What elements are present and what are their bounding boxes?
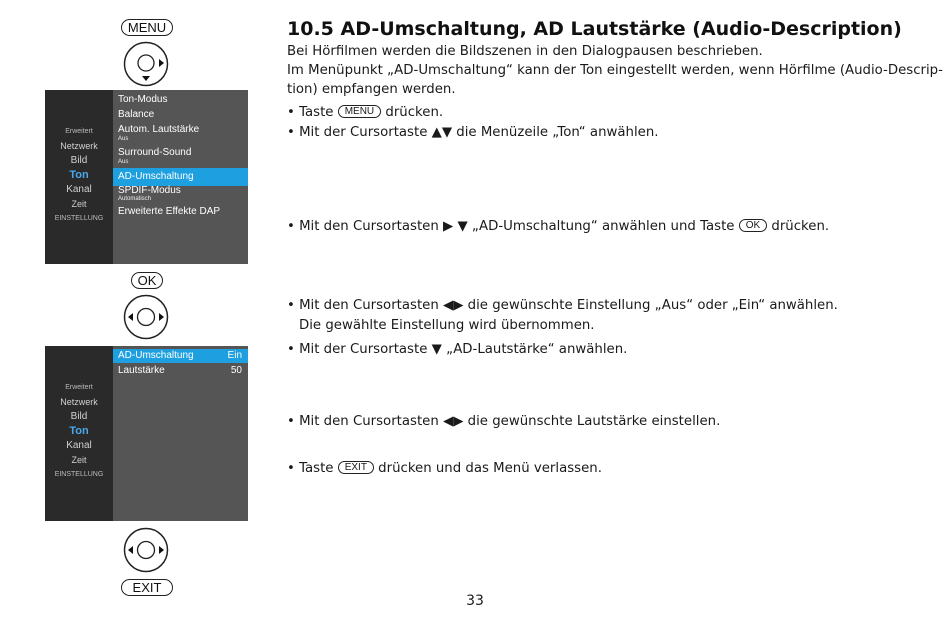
dpad-down-right-icon[interactable] [123, 41, 169, 87]
menu-item-spdif-modus[interactable]: SPDIF-Modus [118, 185, 181, 196]
step-select-ton: • Mit der Cursortaste ▲▼ die Menüzeile „Ton“ anwählen. [287, 125, 659, 140]
menu-item-balance[interactable]: Balance [118, 109, 155, 120]
section-heading: 10.5 AD-Umschaltung, AD Lautstärke (Audio-Description) [287, 18, 902, 40]
menu-item-surround-sound[interactable]: Surround-Sound [118, 147, 192, 158]
menu-item-value: Ein [227, 350, 242, 361]
menu-item-surround-sound-value: Aus [118, 159, 129, 165]
step-set-volume: • Mit den Cursortasten ◀▶ die gewünschte Lautstärke einstellen. [287, 414, 721, 429]
menu-item-spdif-modus-value: Automatisch [118, 196, 152, 202]
menu-item-lautstaerke[interactable] [113, 365, 248, 377]
category-erweitert: Erweitert [65, 128, 93, 135]
step-choose-setting-note: Die gewählte Einstellung wird übernommen. [299, 318, 595, 333]
category-erweitert: Erweitert [65, 384, 93, 391]
tv-menu-ton [45, 90, 248, 264]
ok-button-label: OK [137, 273, 157, 288]
step-choose-setting: • Mit den Cursortasten ◀▶ die gewünschte Einstellung „Aus“ oder „Ein“ anwählen. [287, 298, 838, 313]
step-select-ad-umschaltung [287, 217, 829, 236]
menu-item-label: AD-Umschaltung [118, 350, 194, 361]
step-select-ad-lautstaerke: • Mit der Cursortaste ▼ „AD-Lautstärke“ anwählen. [287, 342, 628, 357]
category-kanal: Kanal [66, 440, 92, 451]
step-text: • Taste [287, 461, 334, 476]
menu-item-autom-lautstaerke[interactable]: Autom. Lautstärke [118, 124, 200, 135]
ok-key-icon: OK [739, 219, 767, 232]
menu-button-label: MENU [127, 20, 167, 35]
category-einstellung: EINSTELLUNG [54, 471, 104, 478]
menu-item-erweiterte-effekte[interactable]: Erweiterte Effekte DAP [118, 206, 221, 217]
menu-button[interactable] [121, 19, 173, 36]
step-text: drücken und das Menü verlassen. [378, 461, 602, 476]
step-text: • Mit den Cursortasten ▶ ▼ „AD-Umschaltung“ anwählen und Taste [287, 219, 735, 234]
menu-item-autom-lautstaerke-value: Aus [118, 136, 129, 142]
step-press-exit [287, 459, 602, 478]
exit-key-icon: EXIT [338, 461, 374, 474]
intro-line-1: Bei Hörfilmen werden die Bildszenen in den Dialogpausen beschrieben. [287, 44, 763, 59]
category-bild: Bild [70, 155, 88, 166]
step-text: drücken. [385, 105, 444, 120]
category-zeit: Zeit [71, 199, 87, 209]
intro-line-3: tion) empfangen werden. [287, 82, 456, 97]
menu-item-label: Lautstärke [118, 365, 165, 376]
step-press-menu [287, 103, 443, 122]
step-text: • Taste [287, 105, 334, 120]
dpad-left-right-icon[interactable] [123, 294, 169, 340]
category-einstellung: EINSTELLUNG [54, 215, 104, 222]
category-netzwerk: Netzwerk [60, 397, 98, 407]
tv-menu-ad [45, 346, 248, 521]
category-netzwerk: Netzwerk [60, 141, 98, 151]
intro-line-2: Im Menüpunkt „AD-Umschaltung“ kann der Ton eingestellt werden, wenn Hörfilme (Audio-Descrip- [287, 63, 943, 78]
dpad-left-right-icon[interactable] [123, 527, 169, 573]
exit-button-label: EXIT [132, 580, 162, 595]
category-kanal: Kanal [66, 184, 92, 195]
menu-item-ton-modus[interactable]: Ton-Modus [118, 94, 168, 105]
menu-item-ad-umschaltung[interactable] [113, 349, 248, 363]
ok-button[interactable] [131, 272, 163, 289]
category-ton: Ton [69, 425, 89, 437]
category-zeit: Zeit [71, 455, 87, 465]
category-bild: Bild [70, 411, 88, 422]
menu-key-icon: MENU [338, 105, 381, 118]
menu-item-value: 50 [230, 365, 242, 376]
category-ton: Ton [69, 169, 89, 181]
step-text: drücken. [771, 219, 830, 234]
page-number: 33 [466, 593, 484, 609]
menu-item-ad-umschaltung[interactable]: AD-Umschaltung [113, 168, 248, 186]
